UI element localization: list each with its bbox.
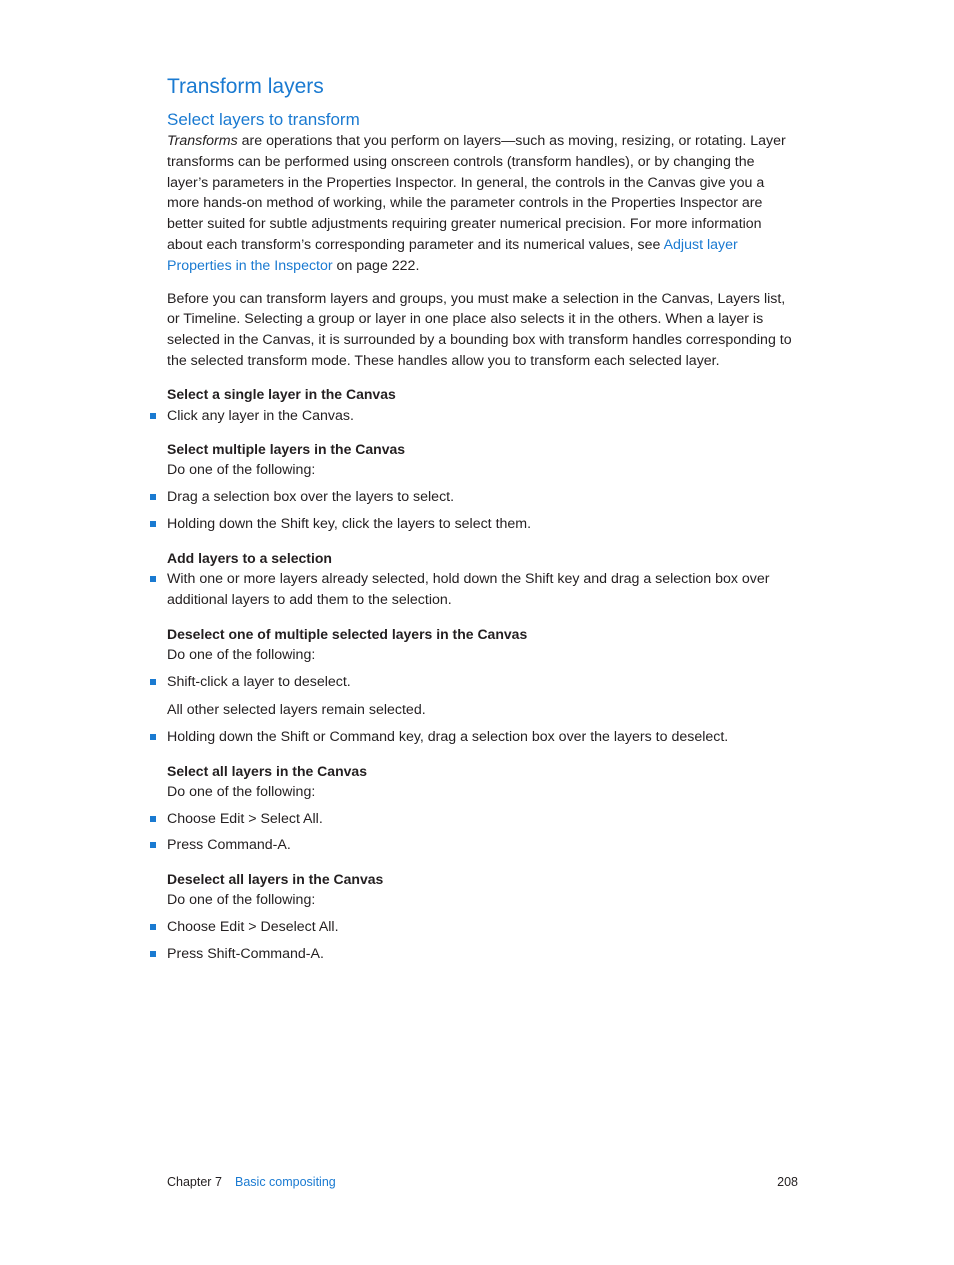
bullet-note: All other selected layers remain selected. (167, 702, 426, 719)
task-list-select-multiple (167, 487, 797, 535)
task-list-deselect-all (167, 917, 797, 965)
italic-term: Transforms (167, 133, 238, 149)
bullet-square-icon (150, 494, 156, 500)
footer-chapter-title-link[interactable]: Basic compositing (235, 1175, 336, 1189)
task-title-deselect-one: Deselect one of multiple selected layers in the Canvas (167, 625, 528, 642)
list-item: Press Shift-Command-A. (167, 944, 797, 965)
bullet-square-icon (150, 413, 156, 419)
bullet-square-icon (150, 924, 156, 930)
page-footer (167, 1173, 798, 1191)
list-item: Holding down the Shift or Command key, drag a selection box over the layers to deselect. (167, 727, 797, 748)
list-item: Choose Edit > Deselect All. (167, 917, 797, 938)
task-list-select-all (167, 809, 797, 857)
list-item: With one or more layers already selected, hold down the Shift key and drag a selection box over additional layers to add them to the selection. (167, 569, 797, 611)
task-title-select-all: Select all layers in the Canvas (167, 762, 367, 779)
intro-after-link: on page 222. (332, 257, 420, 274)
task-list-select-single (167, 406, 797, 427)
list-item: Holding down the Shift key, click the layers to select them. (167, 514, 797, 535)
do-one-text: Do one of the following: (167, 462, 316, 479)
do-one-text: Do one of the following: (167, 783, 316, 800)
bullet-square-icon (150, 734, 156, 740)
task-title-select-single: Select a single layer in the Canvas (167, 385, 396, 402)
task-list-add-to-selection (167, 569, 797, 611)
list-item: Choose Edit > Select All. (167, 809, 797, 830)
body-paragraph: Before you can transform layers and groups, you must make a selection in the Canvas, Layers list, or Timeline. Selecting a group or layer in one place also selects it in the others. When a layer is selected in the Canvas, it is surrounded by a bounding box with transform handles corresponding to the selected transform mode. These handles allow you to transform each selected layer. (167, 290, 792, 369)
section-heading: Transform layers (167, 75, 324, 98)
bullet-square-icon (150, 951, 156, 957)
list-item: Drag a selection box over the layers to select. (167, 487, 797, 508)
bullet-square-icon (150, 576, 156, 582)
bullet-square-icon (150, 816, 156, 822)
do-one-text: Do one of the following: (167, 646, 316, 663)
list-item: Shift-click a layer to deselect. (167, 672, 797, 693)
cross-reference-link[interactable]: Adjust layer Properties in the Inspector (167, 236, 738, 274)
task-list-deselect-one-b (167, 727, 797, 748)
intro-paragraph (167, 131, 797, 277)
bullet-square-icon (150, 521, 156, 527)
list-item: Click any layer in the Canvas. (167, 406, 797, 427)
bullet-square-icon (150, 679, 156, 685)
footer-chapter: Chapter 7 (167, 1175, 222, 1189)
page-number: 208 (777, 1175, 798, 1189)
task-title-deselect-all: Deselect all layers in the Canvas (167, 871, 384, 888)
do-one-text: Do one of the following: (167, 891, 316, 908)
task-list-deselect-one-a (167, 672, 797, 693)
subsection-heading: Select layers to transform (167, 110, 360, 129)
intro-text: are operations that you perform on layers—such as moving, resizing, or rotating. Layer transforms can be performed using onscreen controls (transform handles), or by changing the layer’s parameters in the Properties Inspector. In general, the controls in the Canvas give you a more hands-on method of working, while the parameter controls in the Properties Inspector are better suited for subtle adjustments requiring greater numerical precision. For more information about each transform’s corresponding parameter and its numerical values, see (167, 133, 786, 253)
task-title-add-to-selection: Add layers to a selection (167, 549, 332, 566)
page-content (167, 73, 797, 964)
list-item: Press Command-A. (167, 835, 797, 856)
bullet-square-icon (150, 842, 156, 848)
task-title-select-multiple: Select multiple layers in the Canvas (167, 441, 406, 458)
